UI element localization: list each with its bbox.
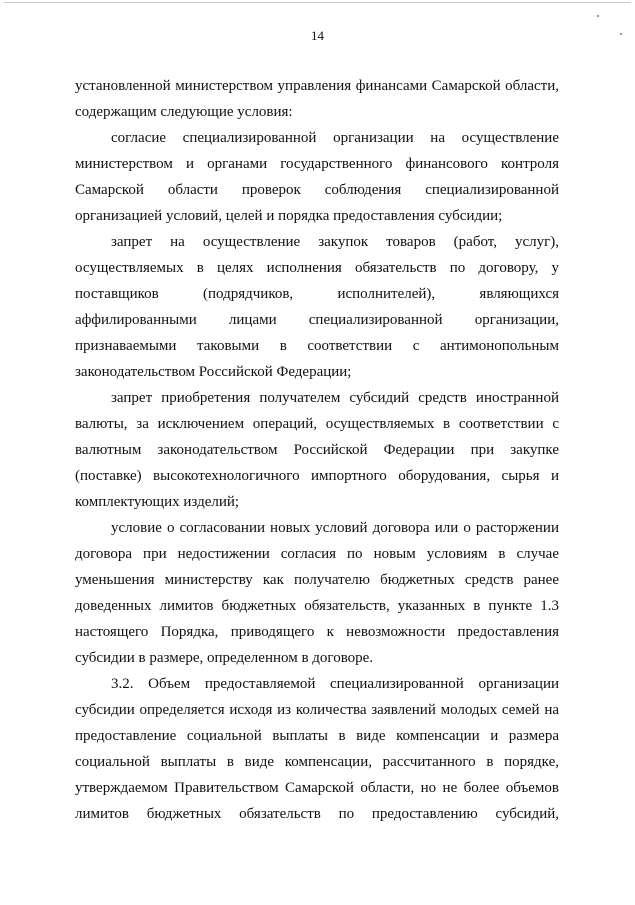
page-number: 14 [311,28,324,43]
paragraph-condition-consent: согласие специализированной организации на осуществление министерством и органами государственного финансового контроля Самарской области проверок соблюдения специализированной организацией условий, целей и порядка предоставления субсидии; [75,130,559,224]
document-body [75,73,559,827]
paragraph-continuation: установленной министерством управления финансами Самарской области, содержащим следующие условия: [75,78,559,120]
scan-top-edge [4,2,631,3]
scan-speck [597,15,599,17]
paragraph-condition-procurement-ban: запрет на осуществление закупок товаров (работ, услуг), осуществляемых в целях исполнения обязательств по договору, у поставщиков (подрядчиков, исполнителей), являющихся аффилированными лицами специализированной организации, признаваемыми таковыми в соответствии с антимонопольным законодательством Российской Федерации; [75,234,559,380]
paragraph-condition-currency-ban: запрет приобретения получателем субсидий средств иностранной валюты, за исключением операций, осуществляемых в соответствии с валютным законодательством Российской Федерации при закупке (поставке) высокотехнологичного импортного оборудования, сырья и комплектующих изделий; [75,390,559,510]
paragraph-clause-3-2: 3.2. Объем предоставляемой специализированной организации субсидии определяется исходя из количества заявлений молодых семей на предоставление социальной выплаты в виде компенсации и размера социальной выплаты в виде компенсации, рассчитанного в порядке, утверждаемом Правительством Самарской области, но не более объемов лимитов бюджетных обязательств по предоставлению субсидий, [75,676,559,822]
paragraph-condition-contract-revision: условие о согласовании новых условий договора или о расторжении договора при недостижении согласия по новым условиям в случае уменьшения министерству как получателю бюджетных средств ранее доведенных лимитов бюджетных обязательств, указанных в пункте 1.3 настоящего Порядка, приводящего к невозможности предоставления субсидии в размере, определенном в договоре. [75,520,559,666]
